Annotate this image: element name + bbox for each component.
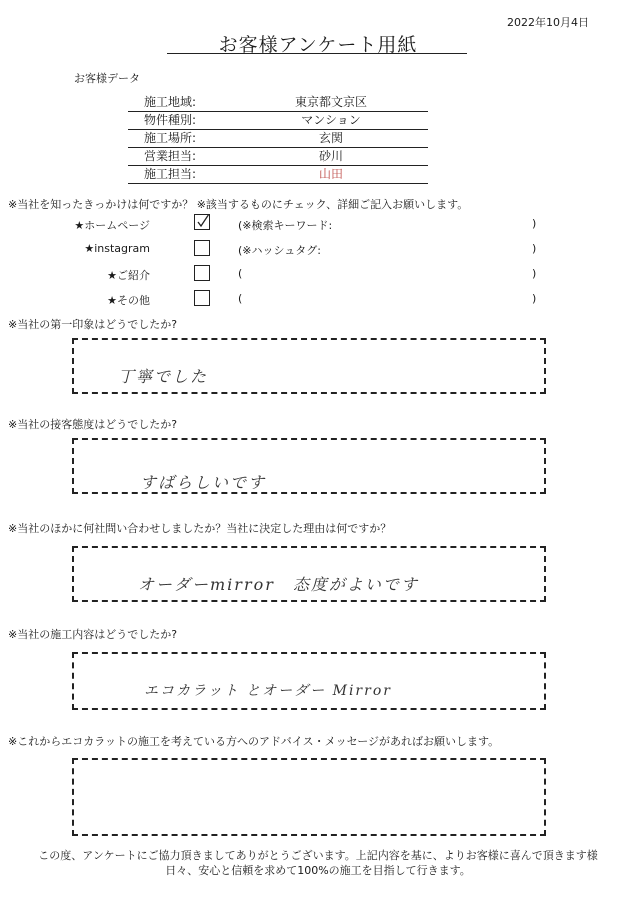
paren-close: ) xyxy=(532,267,537,280)
answer-box-first-impression[interactable] xyxy=(72,338,546,394)
handwritten-answer: エコカラット とオーダー Mirror xyxy=(144,683,392,699)
page-title: お客様アンケート用紙 xyxy=(218,34,418,56)
answer-box-construction-quality[interactable] xyxy=(72,652,546,710)
answer-box-other-companies[interactable] xyxy=(72,546,546,602)
customer-data-label: お客様データ xyxy=(74,72,140,85)
info-value: 東京都文京区 xyxy=(294,95,367,109)
title-underline xyxy=(167,53,467,54)
question-other-companies: ※当社のほかに何社問い合わせしましたか？当社に決定した理由は何ですか？ xyxy=(8,522,392,535)
question-first-impression: ※当社の第一印象はどうでしたか? xyxy=(8,318,178,331)
checkbox-referral[interactable] xyxy=(194,265,210,281)
info-row-place xyxy=(128,129,428,146)
answer-box-advice[interactable] xyxy=(72,758,546,836)
info-label: 施工場所: xyxy=(144,131,197,145)
survey-date: 2022年10月4日 xyxy=(507,16,589,29)
question-service-attitude: ※当社の接客態度はどうでしたか? xyxy=(8,418,178,431)
info-label: 施工担当: xyxy=(144,167,197,181)
option-note-homepage: (※検索キーワード: xyxy=(238,219,333,232)
info-label: 物件種別: xyxy=(144,113,197,127)
handwritten-answer: すばらしいです xyxy=(140,473,267,492)
checkbox-homepage[interactable] xyxy=(194,214,210,230)
checkbox-other[interactable] xyxy=(194,290,210,306)
info-row-area xyxy=(128,93,428,110)
question-construction-quality: ※当社の施工内容はどうでしたか? xyxy=(8,628,178,641)
divider xyxy=(128,183,428,184)
info-row-type xyxy=(128,111,428,128)
info-row-sales xyxy=(128,147,428,164)
option-note-instagram: (※ハッシュタグ: xyxy=(238,244,321,257)
handwritten-answer: 丁寧でした xyxy=(118,367,209,386)
footer-message-line2: 日々、安心と信頼を求めて100%の施工を目指して行きます。 xyxy=(165,864,471,877)
paren-close: ) xyxy=(532,217,537,230)
option-label-referral: ★ご紹介 xyxy=(107,269,150,282)
option-label-instagram: ★instagram xyxy=(84,242,150,255)
info-value: 砂川 xyxy=(318,149,343,163)
info-value: 玄関 xyxy=(318,131,343,145)
option-label-homepage: ★ホームページ xyxy=(74,219,150,232)
info-row-installer xyxy=(128,165,428,182)
option-note-other: ( xyxy=(238,292,243,305)
question-advice: ※これからエコカラットの施工を考えている方へのアドバイス・メッセージがあればお願いします。 xyxy=(8,735,500,748)
option-note-referral: ( xyxy=(238,267,243,280)
handwritten-answer: オーダーmirror 态度がよいです xyxy=(138,575,419,594)
info-label: 施工地域: xyxy=(144,95,197,109)
info-label: 営業担当: xyxy=(144,149,197,163)
checkbox-instagram[interactable] xyxy=(194,240,210,256)
check-mark-icon xyxy=(195,215,209,229)
answer-box-service-attitude[interactable] xyxy=(72,438,546,494)
installer-stamp: 山田 xyxy=(318,167,343,181)
question-source: ※当社を知ったきっかけは何ですか？ ※該当するものにチェック、詳細ご記入お願いします。 xyxy=(8,198,469,211)
info-value: マンション xyxy=(301,113,361,127)
paren-close: ) xyxy=(532,242,537,255)
option-label-other: ★その他 xyxy=(107,294,150,307)
footer-message-line1: この度、アンケートにご協力頂きましてありがとうございます。上記内容を基に、よりお客様に喜んで頂きます様 xyxy=(38,849,598,862)
paren-close: ) xyxy=(532,292,537,305)
